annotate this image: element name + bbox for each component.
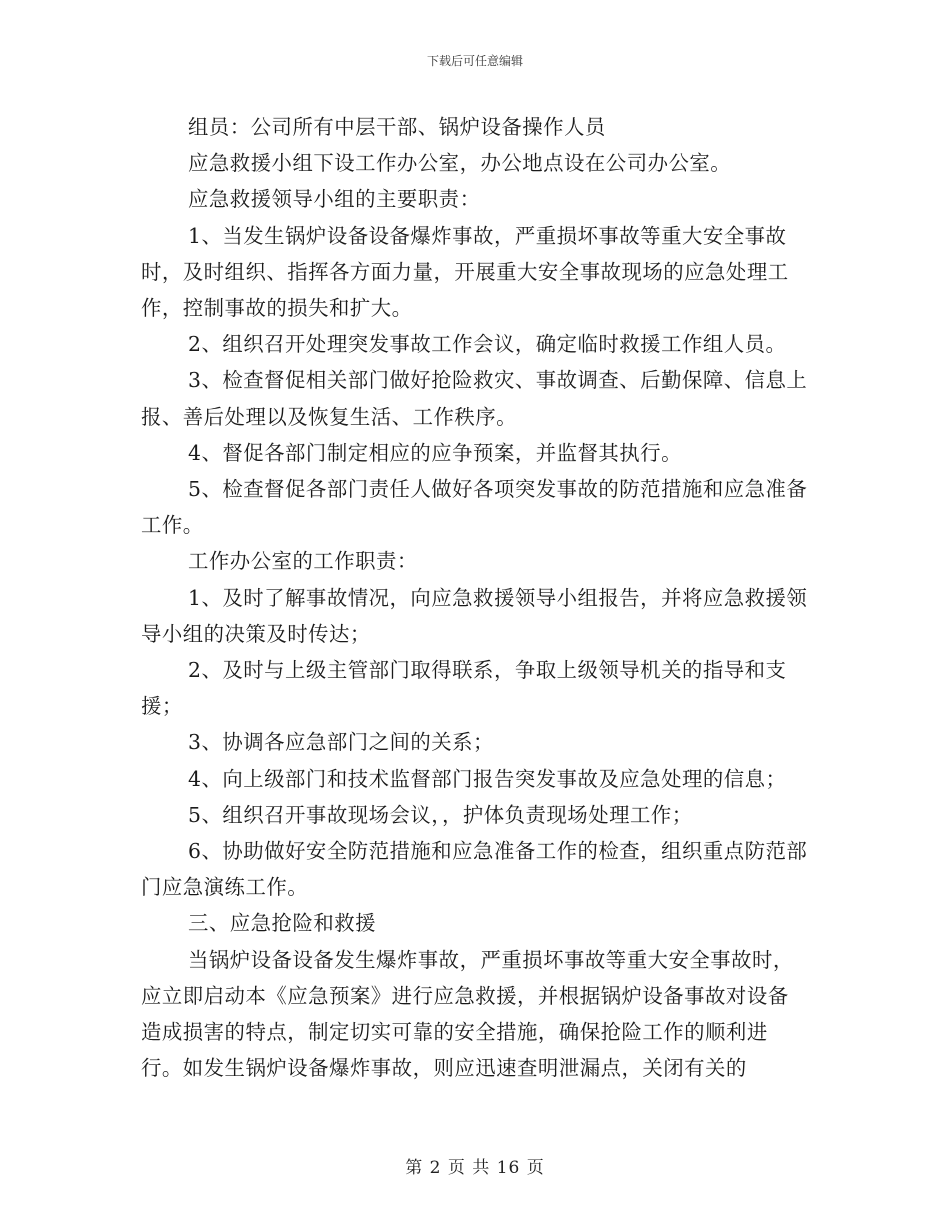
paragraph-office-duty-6: 6、协助做好安全防范措施和应急准备工作的检查，组织重点防范部门应急演练工作。 <box>141 839 808 900</box>
paragraph-leader-duty-2: 2、组织召开处理突发事故工作会议，确定临时救援工作组人员。 <box>188 332 787 357</box>
paragraph-office-duty-4: 4、向上级部门和技术监督部门报告突发事故及应急处理的信息； <box>188 766 787 791</box>
paragraph-office-duty-2: 2、及时与上级主管部门取得联系，争取上级领导机关的指导和支援； <box>141 658 787 719</box>
paragraph-office-duty-3: 3、协调各应急部门之间的关系； <box>188 730 494 755</box>
paragraph-office-duty-5: 5、组织召开事故现场会议，，护体负责现场处理工作； <box>188 802 693 827</box>
paragraph-office-duties-heading: 工作办公室的工作职责： <box>188 549 418 574</box>
section-heading-rescue: 三、应急抢险和救援 <box>188 911 377 936</box>
page-number-footer: 第 2 页 共 16 页 <box>405 1158 545 1178</box>
document-body <box>141 109 809 1086</box>
page-header-note: 下载后可任意编辑 <box>426 54 523 68</box>
paragraph-members: 组员：公司所有中层干部、锅炉设备操作人员 <box>188 115 606 139</box>
paragraph-rescue-procedure: 当锅炉设备设备发生爆炸事故，严重损坏事故等重大安全事故时，应立即启动本《应急预案》进行应急救援，并根据锅炉设备事故对设备造成损害的特点，制定切实可靠的安全措施，确保抢险工作的顺利进行。如发生锅炉设备爆炸事故，则应迅速查明泄漏点，关闭有关的 <box>141 947 794 1081</box>
paragraph-leader-duty-4: 4、督促各部门制定相应的应争预案，并监督其执行。 <box>188 440 682 465</box>
paragraph-leader-duty-1: 1、当发生锅炉设备设备爆炸事故，严重损坏事故等重大安全事故时，及时组织、指挥各方面力量，开展重大安全事故现场的应急处理工作，控制事故的损失和扩大。 <box>141 223 789 321</box>
paragraph-leader-duty-3: 3、检查督促相关部门做好抢险救灾、事故调查、后勤保障、信息上报、善后处理以及恢复生活、工作秩序。 <box>141 368 808 429</box>
paragraph-leader-duty-5: 5、检查督促各部门责任人做好各项突发事故的防范措施和应急准备工作。 <box>141 477 808 538</box>
paragraph-leader-duties-heading: 应急救援领导小组的主要职责： <box>188 187 481 212</box>
paragraph-office-duty-1: 1、及时了解事故情况，向应急救援领导小组报告，并将应急救援领导小组的决策及时传达； <box>141 585 808 646</box>
paragraph-office-setup: 应急救援小组下设工作办公室，办公地点设在公司办公室。 <box>188 151 732 176</box>
